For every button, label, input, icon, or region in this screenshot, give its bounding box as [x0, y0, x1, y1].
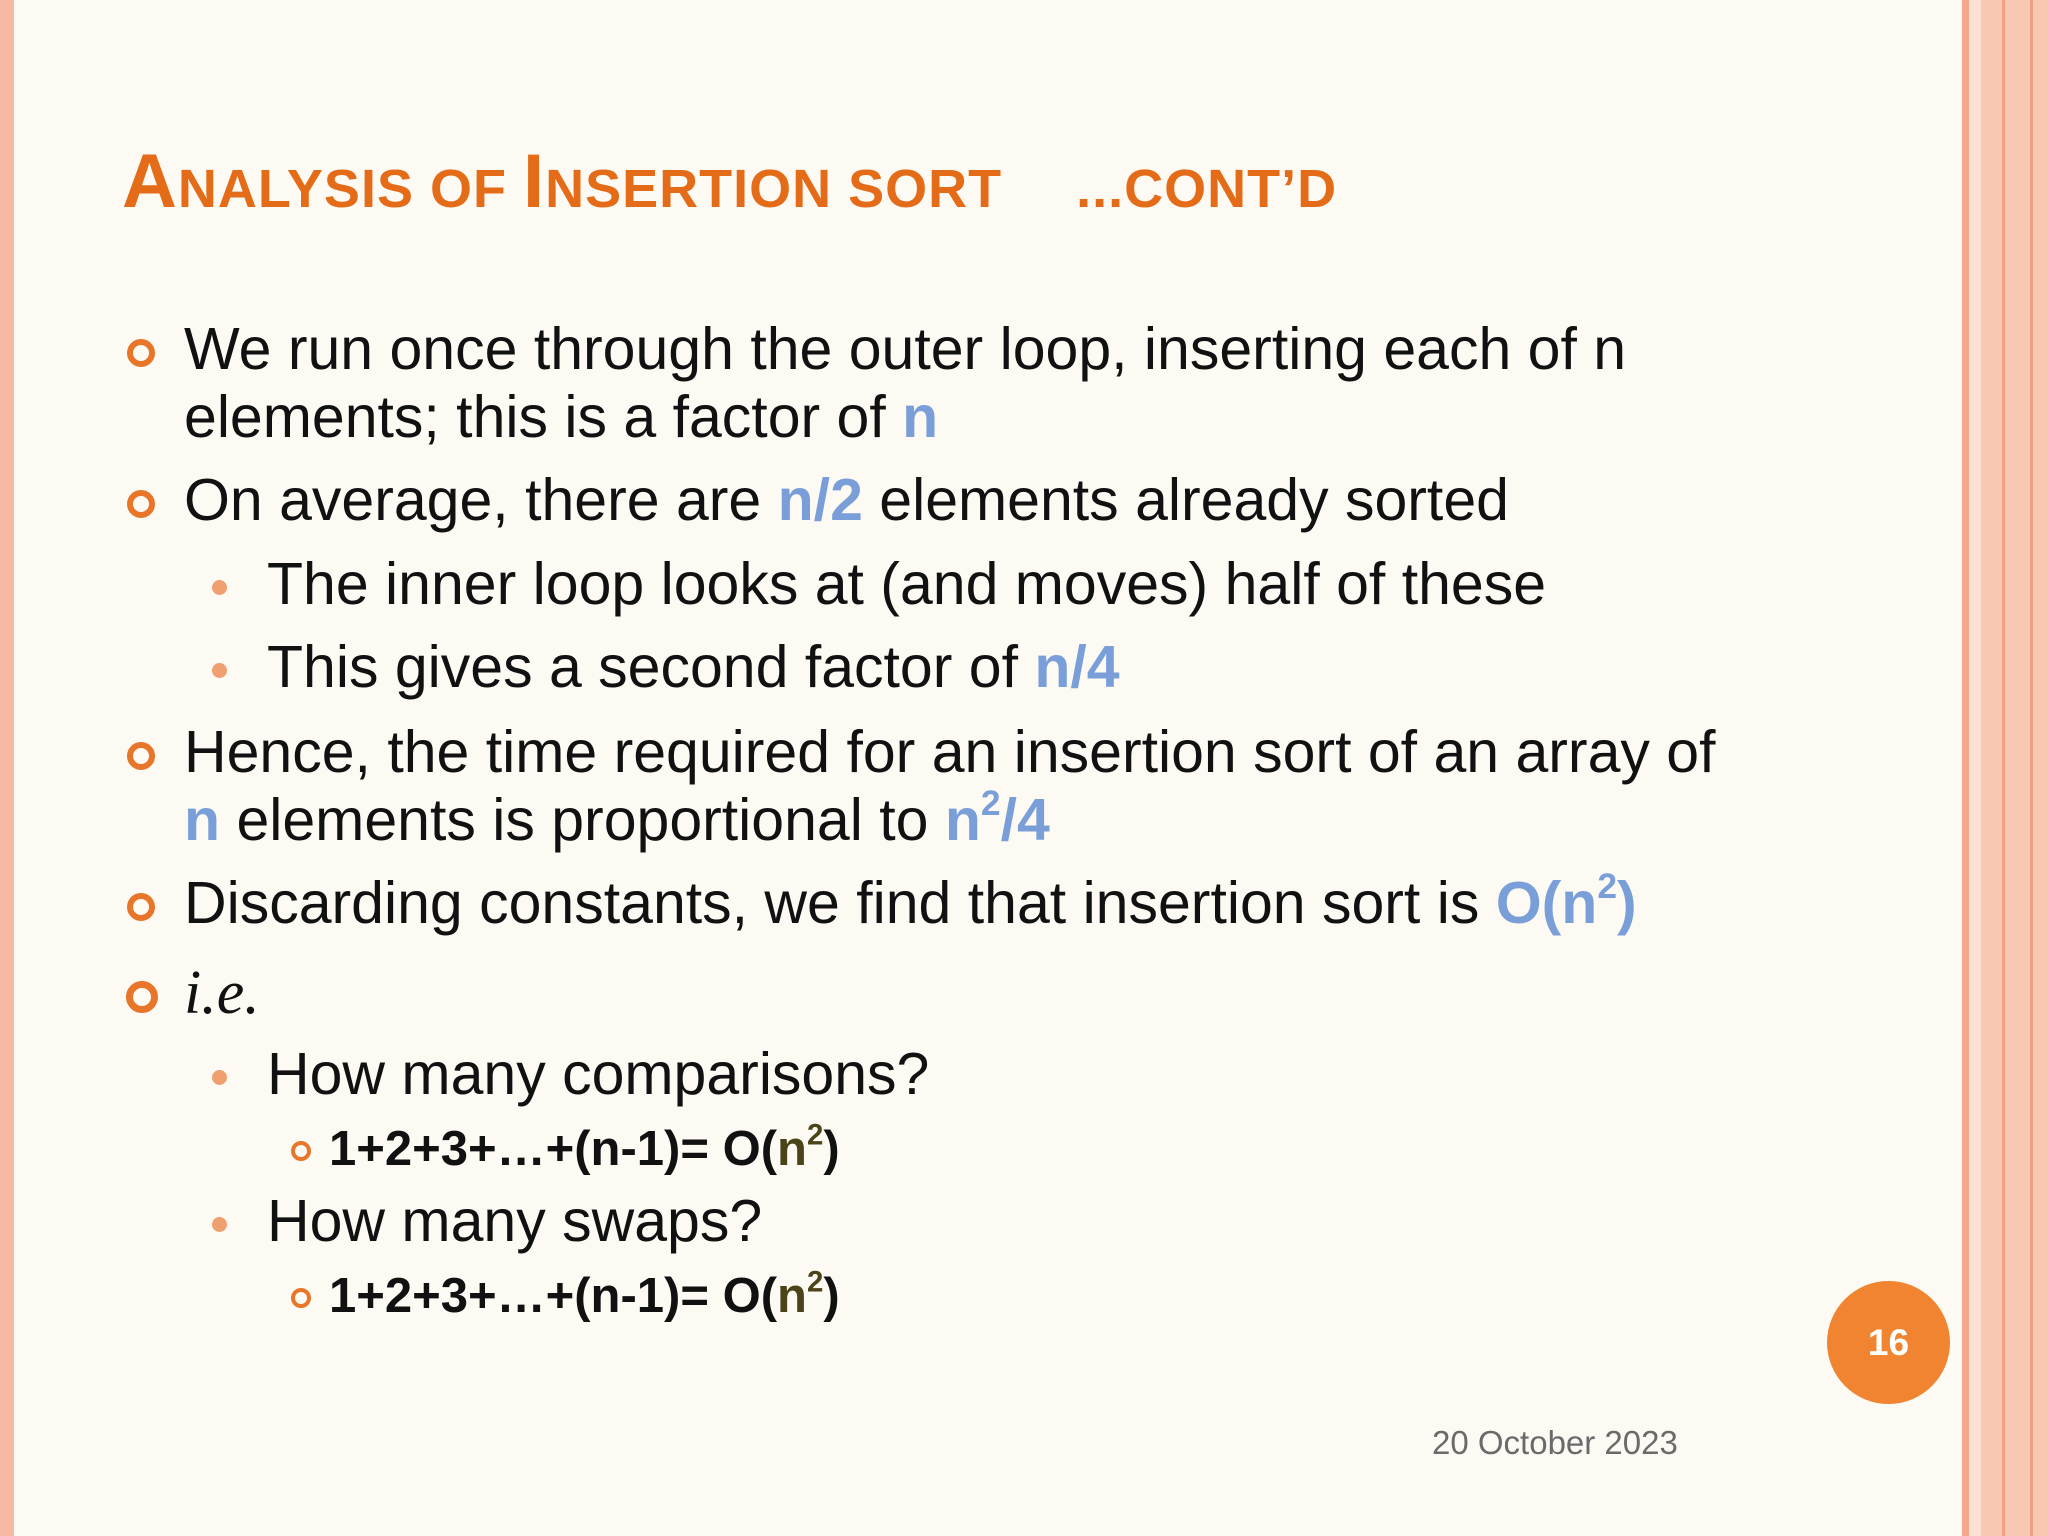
- sub-sub-bullet-ring-icon: [291, 1141, 311, 1161]
- bullet-line: We run once through the outer loop, inserting each of n: [184, 316, 1627, 382]
- formula-n: $n^2$: [777, 1265, 824, 1323]
- title-cap-a: A: [122, 139, 178, 224]
- highlight-big-o: $O(n^2)$: [1495, 866, 1637, 936]
- highlight-n-over-4: n/4: [1034, 634, 1120, 700]
- title-cap-i: I: [522, 139, 546, 224]
- bullet-ring-icon: [127, 490, 155, 518]
- slide-number-badge: 16: [1827, 1281, 1950, 1404]
- swaps-formula: 1+2+3+…+(n-1)= $O(n^2)$: [329, 1265, 840, 1323]
- sub-bullet-comparisons: How many comparisons?: [267, 1041, 930, 1107]
- sub-bullet-dot-icon: [212, 663, 227, 678]
- bullet-average: [184, 466, 1509, 534]
- sub-sub-bullet-ring-icon: [291, 1288, 311, 1308]
- sub-bullet-dot-icon: [212, 1217, 227, 1232]
- bullet-text: elements already sorted: [862, 467, 1509, 533]
- bullet-line: [184, 383, 1626, 451]
- left-border-stripe: [0, 0, 14, 1536]
- highlight-n: n: [184, 787, 221, 853]
- bullet-discarding-constants: [184, 866, 1637, 937]
- bullet-text: elements; this is a factor of: [184, 384, 903, 450]
- sub-bullet-swaps: How many swaps?: [267, 1188, 763, 1254]
- bullet-ie: i.e.: [184, 959, 260, 1027]
- title-word-2: NSERTION SORT: [545, 159, 1003, 219]
- bullet-ring-icon: [127, 339, 155, 367]
- bullet-line: [184, 783, 1716, 854]
- sub-bullet-dot-icon: [212, 580, 227, 595]
- highlight-n-over-2: n/2: [777, 467, 863, 533]
- title-word-1: NALYSIS OF: [177, 159, 523, 219]
- sub-bullet-dot-icon: [212, 1070, 227, 1085]
- sub-bullet-inner-loop: The inner loop looks at (and moves) half of these: [267, 551, 1547, 617]
- bullet-outer-loop: [184, 315, 1626, 451]
- sub-bullet-second-factor: [267, 633, 1120, 701]
- right-border-stripe-outer: [1981, 0, 2048, 1536]
- slide-date: 20 October 2023: [1432, 1424, 1678, 1461]
- right-border-stripe: [1962, 0, 1969, 1536]
- bullet-text: elements is proportional to: [220, 787, 945, 853]
- bullet-ring-icon: [126, 981, 158, 1013]
- slide-title: [122, 138, 1337, 225]
- bullet-text: Discarding constants, we find that insertion sort is: [184, 870, 1496, 936]
- right-border-line-a: [2002, 0, 2005, 1536]
- title-suffix: ...CONT’D: [1076, 159, 1338, 219]
- bullet-time-required: [184, 718, 1716, 854]
- bullet-ring-icon: [127, 893, 155, 921]
- highlight-n: n: [902, 384, 939, 450]
- bullet-text: On average, there are: [184, 467, 778, 533]
- bullet-line: Hence, the time required for an insertion sort of an array of: [184, 719, 1716, 785]
- bullet-ring-icon: [127, 742, 155, 770]
- right-border-line-b: [2030, 0, 2033, 1536]
- bullet-text: This gives a second factor of: [267, 634, 1035, 700]
- formula-n: $n^2$: [777, 1118, 824, 1176]
- highlight-n-squared-over-4: $n^2/4$: [944, 783, 1050, 853]
- comparisons-formula: 1+2+3+…+(n-1)= $O(n^2)$: [329, 1118, 840, 1176]
- right-border-band: [1969, 0, 1981, 1536]
